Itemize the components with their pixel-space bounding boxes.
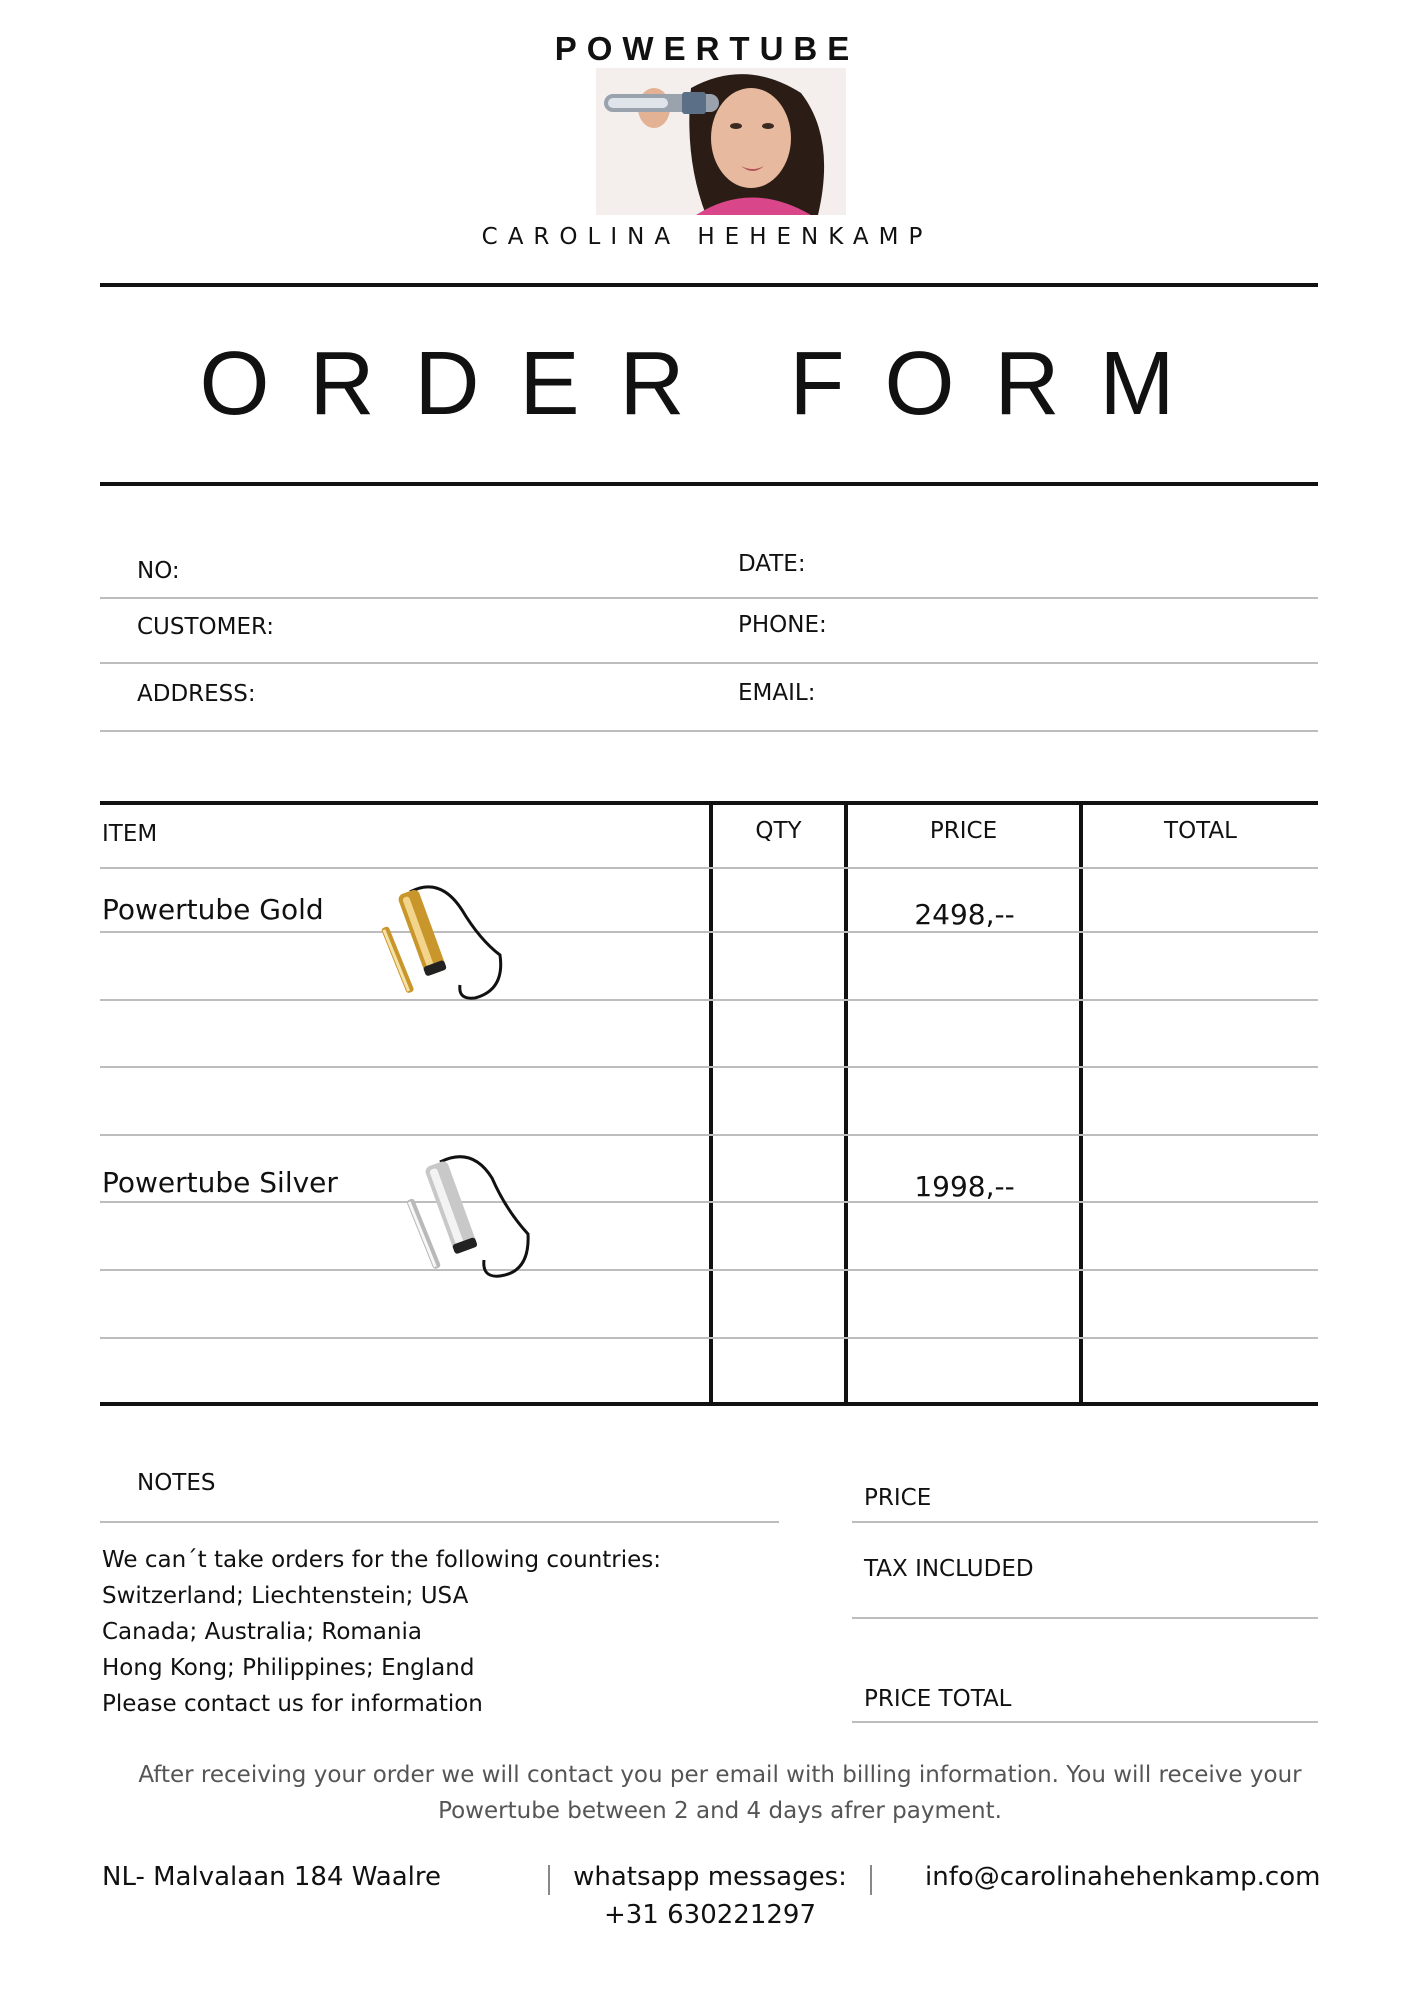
- contact-separator: [870, 1865, 872, 1895]
- table-column-divider: [1079, 801, 1083, 1406]
- notes-rule: [100, 1521, 779, 1523]
- field-divider: [100, 662, 1318, 664]
- hero-photo: [596, 68, 846, 215]
- brand-title: POWERTUBE: [554, 30, 860, 67]
- address-label: ADDRESS:: [137, 681, 256, 707]
- notes-line: We can´t take orders for the following countries:: [102, 1547, 662, 1573]
- gold-powertube-icon: [380, 880, 510, 1014]
- notes-line: Please contact us for information: [102, 1691, 483, 1717]
- order-number-label: NO:: [137, 558, 180, 584]
- table-column-divider: [844, 801, 848, 1406]
- product-name-gold: Powertube Gold: [102, 893, 324, 926]
- column-header-total: TOTAL: [1164, 818, 1237, 844]
- customer-label: CUSTOMER:: [137, 614, 275, 640]
- person-name: CAROLINA HEHENKAMP: [481, 224, 933, 250]
- column-header-qty: QTY: [755, 818, 802, 844]
- header-rule-top: [100, 283, 1318, 287]
- notes-text: [102, 1542, 661, 1722]
- table-row-line: [100, 1337, 1318, 1339]
- contact-email-link[interactable]: info@carolinahehenkamp.com: [925, 1862, 1321, 1892]
- table-row-line: [100, 1134, 1318, 1136]
- column-header-price: PRICE: [929, 818, 998, 844]
- whatsapp-number: +31 630221297: [603, 1900, 816, 1930]
- email-label: EMAIL:: [738, 680, 816, 706]
- notes-line: Canada; Australia; Romania: [102, 1619, 422, 1645]
- summary-total-label: PRICE TOTAL: [864, 1686, 1012, 1712]
- silver-powertube-icon: [400, 1150, 540, 1289]
- summary-rule: [852, 1617, 1318, 1619]
- contact-address: NL- Malvalaan 184 Waalre: [102, 1862, 442, 1892]
- page-title: ORDER FORM: [199, 334, 1215, 434]
- column-header-item: ITEM: [102, 821, 158, 847]
- table-column-divider: [709, 801, 713, 1406]
- whatsapp-label: whatsapp messages:: [573, 1862, 847, 1892]
- table-row-line: [100, 867, 1318, 869]
- footnote-line: Powertube between 2 and 4 days afrer payment.: [438, 1798, 1002, 1824]
- notes-heading: NOTES: [137, 1470, 216, 1496]
- contact-separator: [548, 1865, 550, 1895]
- billing-footnote: [120, 1757, 1320, 1829]
- product-price-gold: 2498,--: [914, 898, 1015, 931]
- product-price-silver: 1998,--: [914, 1170, 1015, 1203]
- table-row-line: [100, 1269, 1318, 1271]
- summary-rule: [852, 1721, 1318, 1723]
- table-row-line: [100, 1201, 1318, 1203]
- table-row-line: [100, 931, 1318, 933]
- summary-rule: [852, 1521, 1318, 1523]
- field-divider: [100, 730, 1318, 732]
- footnote-line: After receiving your order we will contact you per email with billing information. You will receive your: [138, 1762, 1302, 1788]
- table-row-line: [100, 1066, 1318, 1068]
- notes-line: Switzerland; Liechtenstein; USA: [102, 1583, 469, 1609]
- field-divider: [100, 597, 1318, 599]
- summary-price-label: PRICE: [864, 1485, 932, 1511]
- table-row-line: [100, 999, 1318, 1001]
- summary-tax-label: TAX INCLUDED: [864, 1556, 1034, 1582]
- header-rule-bottom: [100, 482, 1318, 486]
- date-label: DATE:: [738, 551, 806, 577]
- notes-line: Hong Kong; Philippines; England: [102, 1655, 475, 1681]
- product-name-silver: Powertube Silver: [102, 1166, 338, 1199]
- phone-label: PHONE:: [738, 612, 827, 638]
